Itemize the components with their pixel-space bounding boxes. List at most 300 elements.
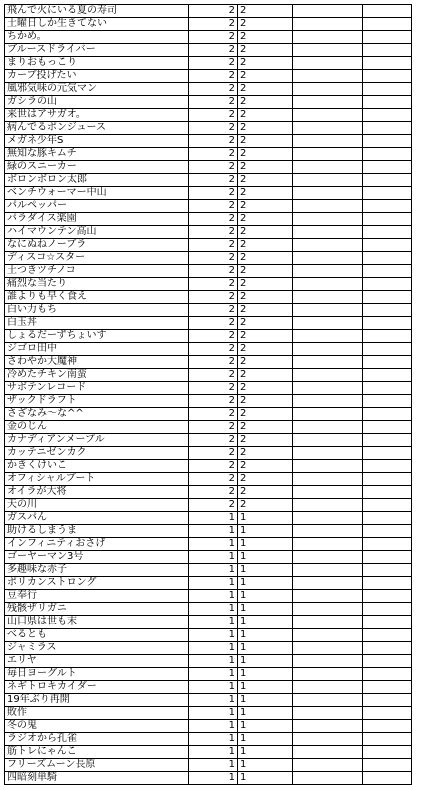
empty-cell [363, 525, 412, 538]
value-cell-2: 2 [238, 148, 293, 161]
table-row [5, 252, 412, 265]
empty-cell [363, 616, 412, 629]
empty-cell [293, 694, 363, 707]
empty-cell [363, 317, 412, 330]
empty-cell [363, 239, 412, 252]
empty-cell [363, 57, 412, 70]
empty-cell [363, 460, 412, 473]
empty-cell [363, 499, 412, 512]
table-row [5, 681, 412, 694]
empty-cell [293, 356, 363, 369]
empty-cell [363, 83, 412, 96]
value-cell-2: 1 [238, 629, 293, 642]
value-cell-2: 2 [238, 5, 293, 18]
value-cell-1: 1 [189, 525, 238, 538]
empty-cell [363, 187, 412, 200]
empty-cell [363, 538, 412, 551]
name-cell: ガシラの山 [5, 96, 189, 109]
empty-cell [363, 590, 412, 603]
name-cell: なにぬねノーブラ [5, 239, 189, 252]
table-row [5, 512, 412, 525]
value-cell-1: 2 [189, 122, 238, 135]
value-cell-1: 1 [189, 759, 238, 772]
table-row [5, 70, 412, 83]
empty-cell [363, 356, 412, 369]
value-cell-1: 2 [189, 369, 238, 382]
name-cell: 冬の鬼 [5, 720, 189, 733]
table-row [5, 551, 412, 564]
table-row [5, 239, 412, 252]
table-row [5, 395, 412, 408]
value-cell-1: 1 [189, 668, 238, 681]
name-cell: ネギトロキカイダー [5, 681, 189, 694]
name-cell: 冷めたチキン南蛮 [5, 369, 189, 382]
value-cell-2: 1 [238, 772, 293, 785]
value-cell-1: 2 [189, 395, 238, 408]
table-row [5, 369, 412, 382]
empty-cell [293, 603, 363, 616]
value-cell-2: 2 [238, 291, 293, 304]
value-cell-2: 2 [238, 200, 293, 213]
empty-cell [293, 317, 363, 330]
empty-cell [293, 421, 363, 434]
table-row [5, 317, 412, 330]
table-row [5, 278, 412, 291]
name-cell: 豆奉行 [5, 590, 189, 603]
ranking-table-body [5, 5, 412, 785]
name-cell: まりおもっこり [5, 57, 189, 70]
empty-cell [293, 629, 363, 642]
table-row [5, 759, 412, 772]
empty-cell [363, 304, 412, 317]
value-cell-1: 1 [189, 733, 238, 746]
empty-cell [363, 421, 412, 434]
name-cell: ハイマウンテン高山 [5, 226, 189, 239]
table-row [5, 447, 412, 460]
value-cell-1: 2 [189, 31, 238, 44]
empty-cell [293, 161, 363, 174]
value-cell-1: 2 [189, 499, 238, 512]
empty-cell [293, 304, 363, 317]
value-cell-2: 2 [238, 408, 293, 421]
table-row [5, 161, 412, 174]
table-row [5, 460, 412, 473]
empty-cell [363, 681, 412, 694]
table-row [5, 187, 412, 200]
name-cell: ゴーヤーマン3号 [5, 551, 189, 564]
table-row [5, 746, 412, 759]
table-row [5, 486, 412, 499]
empty-cell [363, 148, 412, 161]
table-row [5, 642, 412, 655]
name-cell: 助けるしまうま [5, 525, 189, 538]
value-cell-1: 1 [189, 551, 238, 564]
name-cell: さざなみ～な^^ [5, 408, 189, 421]
value-cell-1: 2 [189, 486, 238, 499]
value-cell-2: 1 [238, 538, 293, 551]
table-row [5, 564, 412, 577]
name-cell: 四暗刻単騎 [5, 772, 189, 785]
empty-cell [293, 564, 363, 577]
empty-cell [293, 772, 363, 785]
empty-cell [293, 343, 363, 356]
table-row [5, 265, 412, 278]
empty-cell [363, 161, 412, 174]
ranking-table [4, 4, 412, 785]
name-cell: 筋トレにゃんこ [5, 746, 189, 759]
empty-cell [293, 18, 363, 31]
empty-cell [293, 551, 363, 564]
name-cell: 残骸ザリガニ [5, 603, 189, 616]
table-row [5, 733, 412, 746]
empty-cell [363, 31, 412, 44]
table-row [5, 473, 412, 486]
name-cell: ちかめ。 [5, 31, 189, 44]
table-row [5, 5, 412, 18]
empty-cell [293, 148, 363, 161]
value-cell-1: 2 [189, 304, 238, 317]
empty-cell [363, 291, 412, 304]
name-cell: サボテンレコード [5, 382, 189, 395]
empty-cell [293, 720, 363, 733]
empty-cell [293, 187, 363, 200]
empty-cell [363, 96, 412, 109]
value-cell-1: 2 [189, 317, 238, 330]
value-cell-2: 2 [238, 304, 293, 317]
table-row [5, 122, 412, 135]
value-cell-1: 2 [189, 57, 238, 70]
empty-cell [293, 577, 363, 590]
name-cell: 山口県は世も末 [5, 616, 189, 629]
empty-cell [293, 746, 363, 759]
value-cell-2: 2 [238, 330, 293, 343]
value-cell-2: 2 [238, 421, 293, 434]
value-cell-2: 2 [238, 486, 293, 499]
empty-cell [293, 5, 363, 18]
empty-cell [363, 759, 412, 772]
name-cell: カーブ投げたい [5, 70, 189, 83]
table-row [5, 655, 412, 668]
name-cell: ポリカンストロング [5, 577, 189, 590]
table-row [5, 421, 412, 434]
empty-cell [293, 278, 363, 291]
empty-cell [363, 330, 412, 343]
value-cell-1: 1 [189, 746, 238, 759]
value-cell-1: 2 [189, 278, 238, 291]
empty-cell [293, 226, 363, 239]
value-cell-1: 1 [189, 512, 238, 525]
name-cell: パルペッパー [5, 200, 189, 213]
value-cell-1: 2 [189, 213, 238, 226]
empty-cell [293, 70, 363, 83]
name-cell: 白い力もち [5, 304, 189, 317]
table-row [5, 629, 412, 642]
value-cell-1: 2 [189, 473, 238, 486]
name-cell: 飛んで火にいる夏の寿司 [5, 5, 189, 18]
empty-cell [363, 395, 412, 408]
empty-cell [293, 486, 363, 499]
value-cell-2: 2 [238, 57, 293, 70]
name-cell: 白玉丼 [5, 317, 189, 330]
empty-cell [293, 135, 363, 148]
value-cell-2: 2 [238, 187, 293, 200]
empty-cell [363, 408, 412, 421]
value-cell-1: 2 [189, 5, 238, 18]
table-row [5, 304, 412, 317]
empty-cell [293, 447, 363, 460]
name-cell: 緑のスニーカー [5, 161, 189, 174]
empty-cell [363, 369, 412, 382]
value-cell-2: 1 [238, 668, 293, 681]
name-cell: ザックドラフト [5, 395, 189, 408]
value-cell-2: 2 [238, 447, 293, 460]
value-cell-1: 1 [189, 642, 238, 655]
table-row [5, 96, 412, 109]
empty-cell [363, 135, 412, 148]
empty-cell [293, 616, 363, 629]
empty-cell [293, 265, 363, 278]
value-cell-1: 2 [189, 421, 238, 434]
empty-cell [363, 707, 412, 720]
name-cell: ラジオから孔雀 [5, 733, 189, 746]
value-cell-2: 2 [238, 174, 293, 187]
empty-cell [293, 525, 363, 538]
table-row [5, 668, 412, 681]
value-cell-2: 1 [238, 616, 293, 629]
table-row [5, 538, 412, 551]
empty-cell [363, 252, 412, 265]
value-cell-2: 2 [238, 278, 293, 291]
value-cell-2: 2 [238, 161, 293, 174]
empty-cell [363, 5, 412, 18]
name-cell: 毎日ヨーグルト [5, 668, 189, 681]
value-cell-1: 2 [189, 291, 238, 304]
name-cell: エリヤ [5, 655, 189, 668]
value-cell-1: 1 [189, 707, 238, 720]
empty-cell [293, 538, 363, 551]
name-cell: 敗作 [5, 707, 189, 720]
value-cell-1: 2 [189, 161, 238, 174]
table-row [5, 57, 412, 70]
empty-cell [293, 31, 363, 44]
value-cell-1: 2 [189, 109, 238, 122]
empty-cell [363, 382, 412, 395]
name-cell: 多趣味な赤子 [5, 564, 189, 577]
value-cell-2: 2 [238, 395, 293, 408]
name-cell: 19年ぶり再開 [5, 694, 189, 707]
value-cell-1: 2 [189, 252, 238, 265]
name-cell: カナディアンメープル [5, 434, 189, 447]
name-cell: さわやか大魔神 [5, 356, 189, 369]
value-cell-1: 2 [189, 447, 238, 460]
empty-cell [293, 733, 363, 746]
name-cell: 病んでるポンジュース [5, 122, 189, 135]
name-cell: ジャミラス [5, 642, 189, 655]
value-cell-1: 2 [189, 382, 238, 395]
value-cell-1: 2 [189, 96, 238, 109]
table-row [5, 330, 412, 343]
empty-cell [293, 460, 363, 473]
value-cell-2: 2 [238, 70, 293, 83]
empty-cell [293, 252, 363, 265]
value-cell-2: 2 [238, 135, 293, 148]
value-cell-2: 1 [238, 720, 293, 733]
name-cell: ブルースドライバー [5, 44, 189, 57]
empty-cell [293, 174, 363, 187]
value-cell-1: 1 [189, 603, 238, 616]
table-row [5, 434, 412, 447]
name-cell: ディスコ☆スター [5, 252, 189, 265]
empty-cell [293, 122, 363, 135]
value-cell-1: 1 [189, 629, 238, 642]
value-cell-2: 1 [238, 603, 293, 616]
empty-cell [363, 18, 412, 31]
empty-cell [293, 434, 363, 447]
empty-cell [293, 512, 363, 525]
empty-cell [363, 343, 412, 356]
table-row [5, 135, 412, 148]
table-row [5, 720, 412, 733]
value-cell-2: 1 [238, 707, 293, 720]
value-cell-1: 1 [189, 564, 238, 577]
table-row [5, 577, 412, 590]
table-row [5, 200, 412, 213]
value-cell-1: 1 [189, 655, 238, 668]
name-cell: インフィニティおさげ [5, 538, 189, 551]
empty-cell [293, 200, 363, 213]
empty-cell [293, 759, 363, 772]
name-cell: ボロンボロン太郎 [5, 174, 189, 187]
empty-cell [363, 226, 412, 239]
table-row [5, 694, 412, 707]
value-cell-1: 1 [189, 720, 238, 733]
empty-cell [363, 551, 412, 564]
name-cell: 誰よりも早く食え [5, 291, 189, 304]
value-cell-2: 2 [238, 317, 293, 330]
value-cell-2: 1 [238, 551, 293, 564]
name-cell: オフィシャルブート [5, 473, 189, 486]
name-cell: ジゴロ田中 [5, 343, 189, 356]
value-cell-1: 1 [189, 616, 238, 629]
value-cell-1: 2 [189, 70, 238, 83]
table-row [5, 525, 412, 538]
empty-cell [363, 109, 412, 122]
name-cell: 来世はアサガオ。 [5, 109, 189, 122]
empty-cell [293, 291, 363, 304]
empty-cell [363, 655, 412, 668]
table-row [5, 291, 412, 304]
table-row [5, 616, 412, 629]
empty-cell [293, 382, 363, 395]
value-cell-1: 2 [189, 408, 238, 421]
empty-cell [293, 499, 363, 512]
empty-cell [363, 746, 412, 759]
value-cell-2: 1 [238, 746, 293, 759]
value-cell-1: 1 [189, 694, 238, 707]
name-cell: オイラが大将 [5, 486, 189, 499]
value-cell-2: 1 [238, 694, 293, 707]
value-cell-1: 2 [189, 44, 238, 57]
value-cell-2: 2 [238, 460, 293, 473]
empty-cell [293, 57, 363, 70]
value-cell-1: 2 [189, 135, 238, 148]
empty-cell [363, 577, 412, 590]
empty-cell [293, 369, 363, 382]
empty-cell [293, 44, 363, 57]
empty-cell [293, 408, 363, 421]
name-cell: パラダイス楽園 [5, 213, 189, 226]
value-cell-2: 2 [238, 18, 293, 31]
table-row [5, 31, 412, 44]
empty-cell [363, 434, 412, 447]
empty-cell [363, 564, 412, 577]
value-cell-2: 2 [238, 96, 293, 109]
name-cell: 痛烈な当たり [5, 278, 189, 291]
value-cell-2: 2 [238, 109, 293, 122]
value-cell-2: 1 [238, 590, 293, 603]
value-cell-2: 2 [238, 83, 293, 96]
empty-cell [363, 694, 412, 707]
table-row [5, 226, 412, 239]
table-row [5, 356, 412, 369]
value-cell-1: 2 [189, 356, 238, 369]
value-cell-1: 2 [189, 226, 238, 239]
value-cell-2: 2 [238, 499, 293, 512]
empty-cell [363, 174, 412, 187]
value-cell-2: 1 [238, 564, 293, 577]
empty-cell [293, 642, 363, 655]
table-row [5, 174, 412, 187]
empty-cell [363, 603, 412, 616]
value-cell-2: 2 [238, 239, 293, 252]
value-cell-2: 2 [238, 356, 293, 369]
empty-cell [293, 83, 363, 96]
value-cell-1: 2 [189, 265, 238, 278]
table-row [5, 213, 412, 226]
value-cell-2: 2 [238, 122, 293, 135]
empty-cell [363, 486, 412, 499]
value-cell-1: 1 [189, 538, 238, 551]
table-row [5, 148, 412, 161]
value-cell-2: 2 [238, 434, 293, 447]
table-row [5, 707, 412, 720]
value-cell-2: 1 [238, 512, 293, 525]
value-cell-1: 2 [189, 83, 238, 96]
empty-cell [363, 213, 412, 226]
value-cell-1: 2 [189, 434, 238, 447]
value-cell-2: 2 [238, 31, 293, 44]
empty-cell [363, 733, 412, 746]
value-cell-2: 1 [238, 733, 293, 746]
value-cell-2: 2 [238, 44, 293, 57]
empty-cell [363, 473, 412, 486]
empty-cell [363, 44, 412, 57]
empty-cell [363, 70, 412, 83]
name-cell: フリーズムーン長原 [5, 759, 189, 772]
name-cell: 天の川 [5, 499, 189, 512]
value-cell-1: 2 [189, 148, 238, 161]
table-row [5, 18, 412, 31]
name-cell: 土つきツチノコ [5, 265, 189, 278]
empty-cell [363, 122, 412, 135]
table-row [5, 499, 412, 512]
value-cell-1: 2 [189, 343, 238, 356]
value-cell-1: 2 [189, 174, 238, 187]
value-cell-2: 1 [238, 759, 293, 772]
empty-cell [363, 720, 412, 733]
value-cell-1: 2 [189, 239, 238, 252]
value-cell-1: 1 [189, 577, 238, 590]
